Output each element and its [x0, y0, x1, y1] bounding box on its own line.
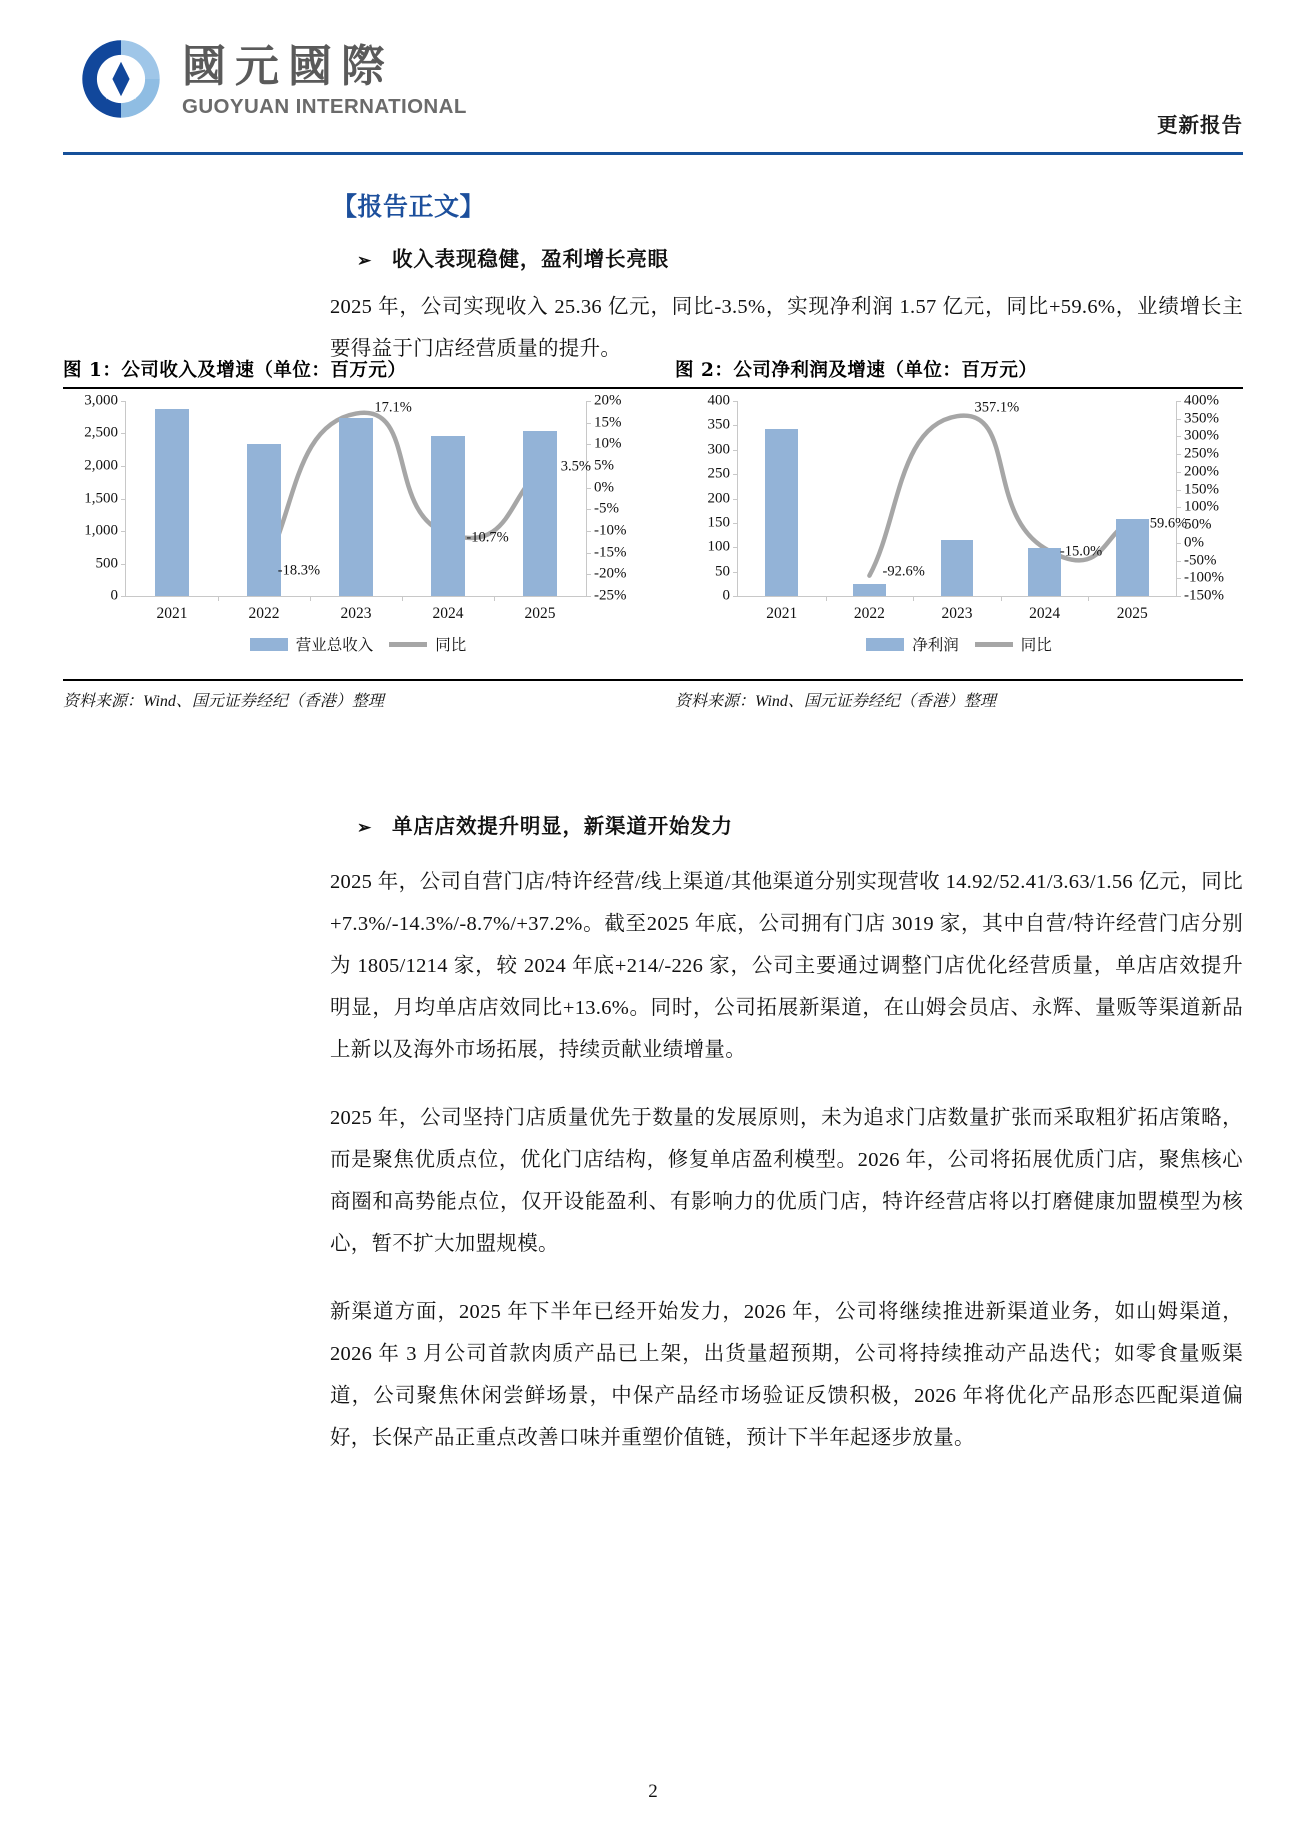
- page-header: [0, 0, 1306, 160]
- plot1-right-tick: 15%: [594, 414, 622, 431]
- plot2-bar: [765, 429, 798, 596]
- chart-2-legend-line-label: 同比: [1020, 637, 1052, 654]
- logo-chinese-name: 國元國際: [182, 41, 394, 91]
- plot1-bar: [155, 409, 190, 596]
- section-2-paragraph-2: 2025 年，公司坚持门店质量优先于数量的发展原则，未为追求门店数量扩张而采取粗犷拓店策略，而是聚焦优质点位，优化门店结构，修复单店盈利模型。2026 年，公司将拓展优质门店，聚焦核心商圈和高势能点位，仅开设能盈利、有影响力的优质门店，特许经营店将以打磨健康加盟模型为核心，暂不扩大加盟规模。: [330, 1107, 1243, 1255]
- figure-1-source: 资料来源：Wind、国元证券经纪（香港）整理: [63, 693, 384, 710]
- plot1-left-tick: 2,500: [84, 424, 118, 441]
- chart-1-legend-bar-label: 营业总收入: [295, 637, 374, 654]
- plot2-left-tick: 150: [707, 514, 730, 531]
- plot2-right-tickmark: [1176, 454, 1181, 455]
- chart-2-plot-area: [707, 392, 1224, 622]
- plot1-right-tick: -5%: [594, 500, 619, 517]
- plot1-right-tick: 5%: [594, 457, 614, 474]
- plot2-right-tickmark: [1176, 561, 1181, 562]
- plot2-x-tickmark: [913, 596, 914, 601]
- plot1-right-tick: -15%: [594, 544, 627, 561]
- plot2-x-tickmark: [826, 596, 827, 601]
- company-logo: [78, 36, 467, 122]
- plot1-left-tick: 0: [110, 587, 118, 604]
- plot2-left-tickmark: [733, 596, 738, 597]
- plot2-right-tickmark: [1176, 578, 1181, 579]
- plot1-right-tick: 0%: [594, 479, 614, 496]
- plot1-left-tickmark: [121, 499, 126, 500]
- plot1-data-label: 17.1%: [374, 399, 412, 416]
- plot2-right-tickmark: [1176, 472, 1181, 473]
- page-title: [332, 187, 1306, 223]
- logo-english-name: GUOYUAN INTERNATIONAL: [182, 94, 467, 118]
- plot2-right-tickmark: [1176, 596, 1181, 597]
- plot2-left-tick: 100: [707, 538, 730, 555]
- plot2-left-tick: 400: [707, 392, 730, 409]
- plot1-right-tickmark: [586, 596, 591, 597]
- figure-captions-row: [63, 356, 1243, 389]
- figure-2-source: 资料来源：Wind、国元证券经纪（香港）整理: [675, 693, 996, 710]
- plot2-left-tickmark: [733, 547, 738, 548]
- plot2-bar: [853, 584, 886, 596]
- plot1-left-tickmark: [121, 531, 126, 532]
- chart-1: [63, 389, 653, 673]
- plot2-data-label: 357.1%: [974, 399, 1020, 416]
- chart-1-legend-bar-swatch: [250, 638, 288, 651]
- plot2-left-tick: 300: [707, 441, 730, 458]
- figure-block: [63, 356, 1243, 711]
- section-heading-2-text: 单店店效提升明显，新渠道开始发力: [392, 814, 733, 838]
- chart-2-legend-bar-swatch: [866, 638, 904, 651]
- bullet-arrow-icon-2: ➢: [357, 818, 373, 838]
- plot1-x-label: 2023: [340, 605, 372, 622]
- figure-2-caption: 图 2：公司净利润及增速（单位：百万元）: [675, 360, 1038, 381]
- plot1-x-tickmark: [218, 596, 219, 601]
- plot2-x-tickmark: [1001, 596, 1002, 601]
- logo-wordmark: [182, 41, 467, 118]
- plot2-right-tickmark: [1176, 543, 1181, 544]
- section-heading-1-text: 收入表现稳健，盈利增长亮眼: [392, 247, 669, 271]
- plot1-data-label: -10.7%: [466, 529, 509, 546]
- plot2-x-label: 2025: [1116, 605, 1148, 622]
- plot1-right-tick: 20%: [594, 392, 622, 409]
- plot2-left-tickmark: [733, 401, 738, 402]
- chart-1-legend: [63, 633, 653, 655]
- section-heading-2: [357, 809, 1306, 839]
- plot1-right-tickmark: [586, 574, 591, 575]
- plot2-right-tick: 150%: [1184, 481, 1219, 498]
- chart-2-legend-line-swatch: [975, 642, 1013, 647]
- guoyuan-logo-icon: [78, 36, 164, 122]
- plot1-left-tickmark: [121, 596, 126, 597]
- plot2-bar: [1028, 548, 1061, 596]
- plot2-left-tickmark: [733, 450, 738, 451]
- section-1-paragraph-1: 2025 年，公司实现收入 25.36 亿元，同比-3.5%，实现净利润 1.57 亿元，同比+59.6%，业绩增长主要得益于门店经营质量的提升。: [330, 296, 1243, 360]
- plot1-right-tick: 10%: [594, 435, 622, 452]
- chart-1-plot-area: [84, 392, 627, 622]
- plot1-left-tickmark: [121, 564, 126, 565]
- plot2-right-tickmark: [1176, 436, 1181, 437]
- plot2-left-tickmark: [733, 572, 738, 573]
- plot1-left-tick: 500: [95, 555, 118, 571]
- plot1-left-tick: 1,500: [84, 490, 118, 506]
- plot1-bar: [523, 431, 558, 596]
- chart-1-legend-line-swatch: [389, 642, 427, 647]
- figure-1-caption: 图 1：公司收入及增速（单位：百万元）: [63, 360, 407, 381]
- plot2-left-tickmark: [733, 425, 738, 426]
- plot1-right-tickmark: [586, 401, 591, 402]
- plot2-left-tick: 250: [707, 465, 730, 482]
- plot1-right-tick: -10%: [594, 522, 627, 539]
- plot2-right-tick: 250%: [1184, 445, 1219, 462]
- chart-2: [675, 389, 1243, 673]
- plot2-left-tickmark: [733, 499, 738, 500]
- plot2-left-tick: 350: [707, 416, 730, 433]
- plot2-data-label: -92.6%: [882, 563, 925, 580]
- plot2-left-tick: 0: [722, 587, 730, 604]
- plot1-data-label: -18.3%: [277, 562, 321, 579]
- plot2-left-tick: 200: [707, 490, 730, 506]
- plot1-data-label: 3.5%: [560, 458, 591, 475]
- report-body-title: 【报告正文】: [332, 192, 486, 221]
- plot1-right-tick: -25%: [594, 587, 627, 604]
- plot1-x-label: 2025: [524, 605, 556, 622]
- plot1-bar: [339, 418, 374, 596]
- plot1-x-tickmark: [310, 596, 311, 601]
- plot1-right-tickmark: [586, 531, 591, 532]
- plot2-right-tick: 200%: [1184, 463, 1219, 480]
- plot1-x-label: 2022: [248, 605, 280, 622]
- plot2-bar: [941, 540, 974, 596]
- figure-2: [653, 389, 1243, 679]
- plot1-right-tickmark: [586, 553, 591, 554]
- charts-row: [63, 389, 1243, 679]
- plot2-right-tickmark: [1176, 401, 1181, 402]
- plot2-x-tickmark: [1088, 596, 1089, 601]
- plot1-x-label: 2024: [432, 605, 464, 622]
- plot2-x-label: 2021: [766, 605, 798, 622]
- figure-1: [63, 389, 653, 679]
- plot2-left-tick: 50: [715, 563, 730, 580]
- plot2-right-tick: -150%: [1184, 587, 1224, 604]
- plot1-right-tickmark: [586, 444, 591, 445]
- plot2-right-tick: -50%: [1184, 552, 1217, 569]
- section-2-paragraph-1: 2025 年，公司自营门店/特许经营/线上渠道/其他渠道分别实现营收 14.92/52.41/3.63/1.56 亿元，同比+7.3%/-14.3%/-8.7%/+37.2%。截至2025 年底，公司拥有门店 3019 家，其中自营/特许经营门店分别为 1805/1214 家，较 2024 年底+214/-226 家，公司主要通过调整门店优化经营质量，单店店效提升明显，月均单店店效同比+13.6%。同时，公司拓展新渠道，在山姆会员店、永辉、量贩等渠道新品上新以及海外市场拓展，持续贡献业绩增量。: [330, 871, 1243, 1061]
- plot1-right-tick: -20%: [594, 565, 627, 582]
- plot2-right-tickmark: [1176, 507, 1181, 508]
- plot1-bar: [247, 444, 282, 596]
- section-2-paragraph-3: 新渠道方面，2025 年下半年已经开始发力，2026 年，公司将继续推进新渠道业务，如山姆渠道，2026 年 3 月公司首款肉质产品已上架，出货量超预期，公司将持续推动产品迭代；如零食量贩渠道，公司聚焦休闲尝鲜场景，中保产品经市场验证反馈积极，2026 年将优化产品形态匹配渠道偏好，长保产品正重点改善口味并重塑价值链，预计下半年起逐步放量。: [330, 1301, 1243, 1449]
- plot2-right-tickmark: [1176, 419, 1181, 420]
- header-divider: [63, 152, 1243, 155]
- plot1-x-label: 2021: [156, 605, 188, 622]
- plot2-data-label: 59.6%: [1149, 515, 1188, 532]
- plot2-right-tick: -100%: [1184, 569, 1224, 586]
- plot2-left-tickmark: [733, 474, 738, 475]
- plot2-right-tick: 400%: [1184, 392, 1219, 409]
- page-number: 2: [648, 1781, 658, 1802]
- plot2-right-tick: 300%: [1184, 427, 1219, 444]
- plot1-right-tickmark: [586, 423, 591, 424]
- plot1-left-tickmark: [121, 433, 126, 434]
- plot1-x-tickmark: [402, 596, 403, 601]
- plot2-x-label: 2024: [1029, 605, 1061, 622]
- plot2-bar: [1116, 519, 1149, 596]
- plot2-left-tickmark: [733, 523, 738, 524]
- plot2-x-label: 2023: [941, 605, 973, 622]
- plot2-data-label: -15.0%: [1059, 543, 1103, 560]
- figure-sources-row: [63, 679, 1243, 711]
- plot2-right-tick: 100%: [1184, 498, 1219, 515]
- plot2-right-tick: 350%: [1184, 410, 1219, 427]
- chart-2-legend-bar-label: 净利润: [912, 637, 959, 654]
- page-content: [0, 160, 1306, 1459]
- section-heading-1: [357, 242, 1306, 272]
- plot2-right-tick: 0%: [1184, 534, 1204, 551]
- plot2-x-label: 2022: [853, 605, 885, 622]
- plot1-right-tickmark: [586, 488, 591, 489]
- plot2-right-tick: 50%: [1184, 516, 1212, 533]
- plot1-bar: [431, 436, 466, 596]
- chart-2-legend: [675, 633, 1243, 655]
- chart-1-legend-line-label: 同比: [435, 637, 467, 654]
- plot2-right-tickmark: [1176, 490, 1181, 491]
- plot1-left-tickmark: [121, 466, 126, 467]
- plot1-left-tick: 3,000: [84, 392, 118, 409]
- plot1-left-tick: 2,000: [84, 457, 118, 474]
- plot1-left-tick: 1,000: [84, 522, 118, 539]
- bullet-arrow-icon: ➢: [357, 251, 373, 271]
- document-type-label: 更新报告: [1157, 113, 1243, 137]
- plot1-left-tickmark: [121, 401, 126, 402]
- plot1-right-tickmark: [586, 509, 591, 510]
- plot1-x-tickmark: [494, 596, 495, 601]
